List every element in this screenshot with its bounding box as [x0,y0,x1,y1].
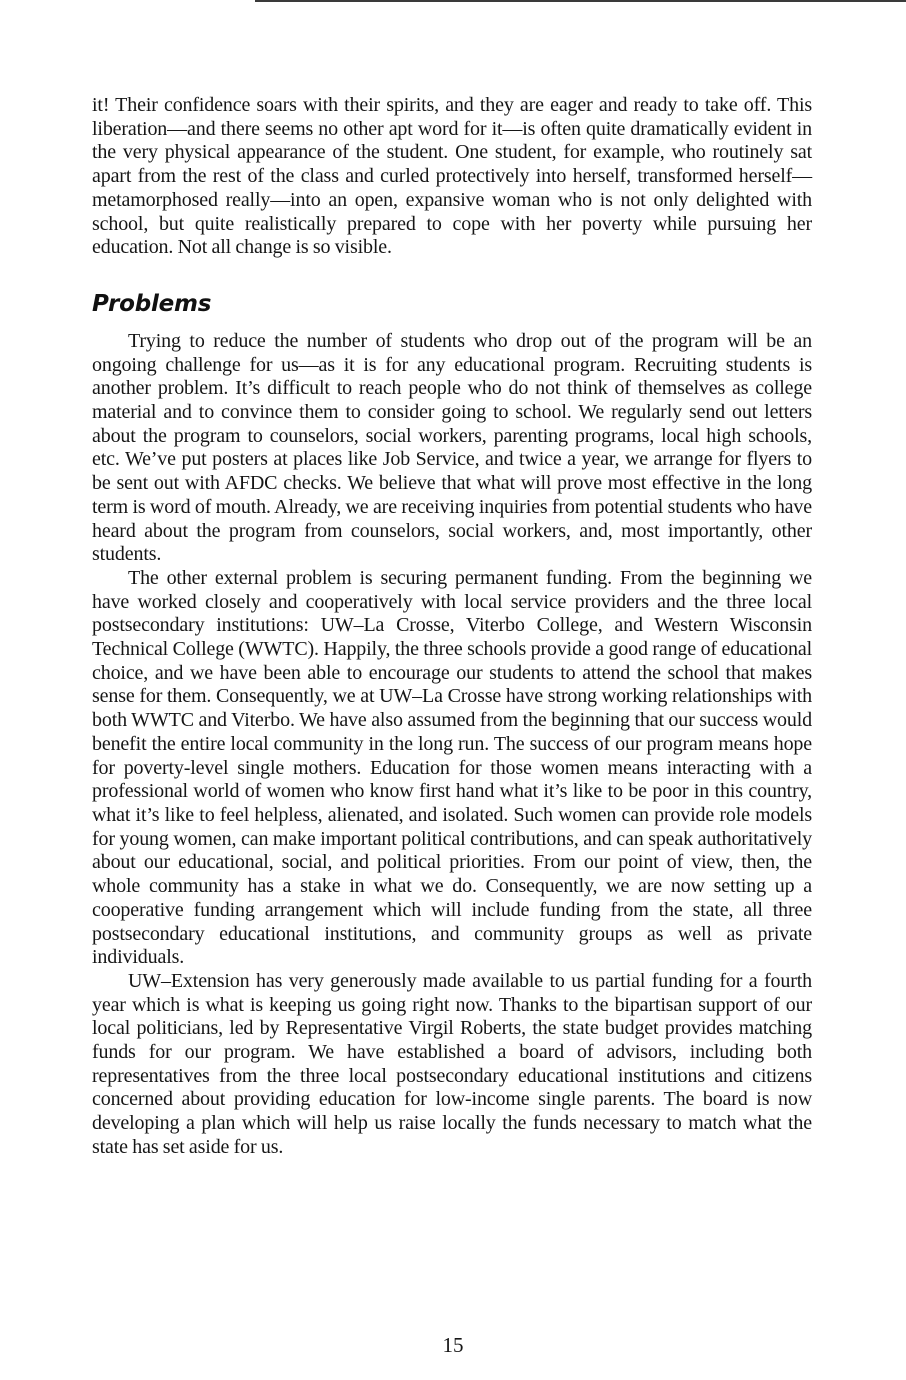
problems-paragraph-extension: UW–Extension has very generously made available to us partial funding for a fourth year which is what is keeping us going right now. Thanks to the bipartisan support of our local politicians, led by Representative Virgil Roberts, the state budget provides matching funds for our program. We have established a board of advisors, including both representatives from the three local postsecondary educational institutions and citizens concerned about providing education for low-income single parents. The board is now developing a plan which will help us raise locally the funds necessary to match what the state has set aside for us. [92,969,812,1158]
section-heading-problems: Problems [92,290,212,317]
problems-paragraph-funding: The other external problem is securing permanent funding. From the beginning we have worked closely and cooperatively with local service providers and the three local postsecondary institutions: UW–La Crosse, Viterbo College, and Western Wisconsin Technical College (WWTC). Happily, the three schools provide a good range of educational choice, and we have been able to encourage our students to attend the school that makes sense for them. Consequently, we at UW–La Crosse have strong working relationships with both WWTC and Viterbo. We have also assumed from the beginning that our success would benefit the entire local community in the long run. The success of our program means hope for poverty-level single mothers. Education for those women means interacting with a professional world of women who know first hand what it’s like to be poor in this country, what it’s like to feel helpless, alienated, and isolated. Such women can provide role models for young women, can make important political contributions, and can speak authoritatively about our educational, social, and political priorities. From our point of view, then, the whole community has a stake in what we do. Consequently, we are now setting up a cooperative funding arrangement which will include funding from the state, all three postsecondary educational institutions, and community groups as well as private individuals. [92,566,812,969]
problems-paragraph-recruiting: Trying to reduce the number of students who drop out of the program will be an ongoing challenge for us—as it is for any educational program. Recruiting students is another problem. It’s difficult to reach people who do not think of themselves as college material and to convince them to consider going to school. We regularly send out letters about the program to counselors, social workers, parenting programs, local high schools, etc. We’ve put posters at places like Job Service, and twice a year, we arrange for flyers to be sent out with AFDC checks. We believe that what will prove most effective in the long term is word of mouth. Already, we are receiving inquiries from potential students who have heard about the program from counselors, social workers, and, most importantly, other students. [92,329,812,566]
page-number: 15 [442,1333,464,1357]
intro-paragraph: it! Their confidence soars with their spirits, and they are eager and ready to take off. This liberation—and there seems no other apt word for it—is often quite dramatically evident in the very physical appearance of the student. One student, for example, who routinely sat apart from the rest of the class and curled protectively into herself, transformed herself—metamorphosed really—into an open, expansive woman who is not only delighted with school, but quite realistically prepared to cope with her poverty while pursuing her education. Not all change is so visible. [92,94,812,259]
page-body [92,94,812,1160]
header-rule [255,0,906,2]
